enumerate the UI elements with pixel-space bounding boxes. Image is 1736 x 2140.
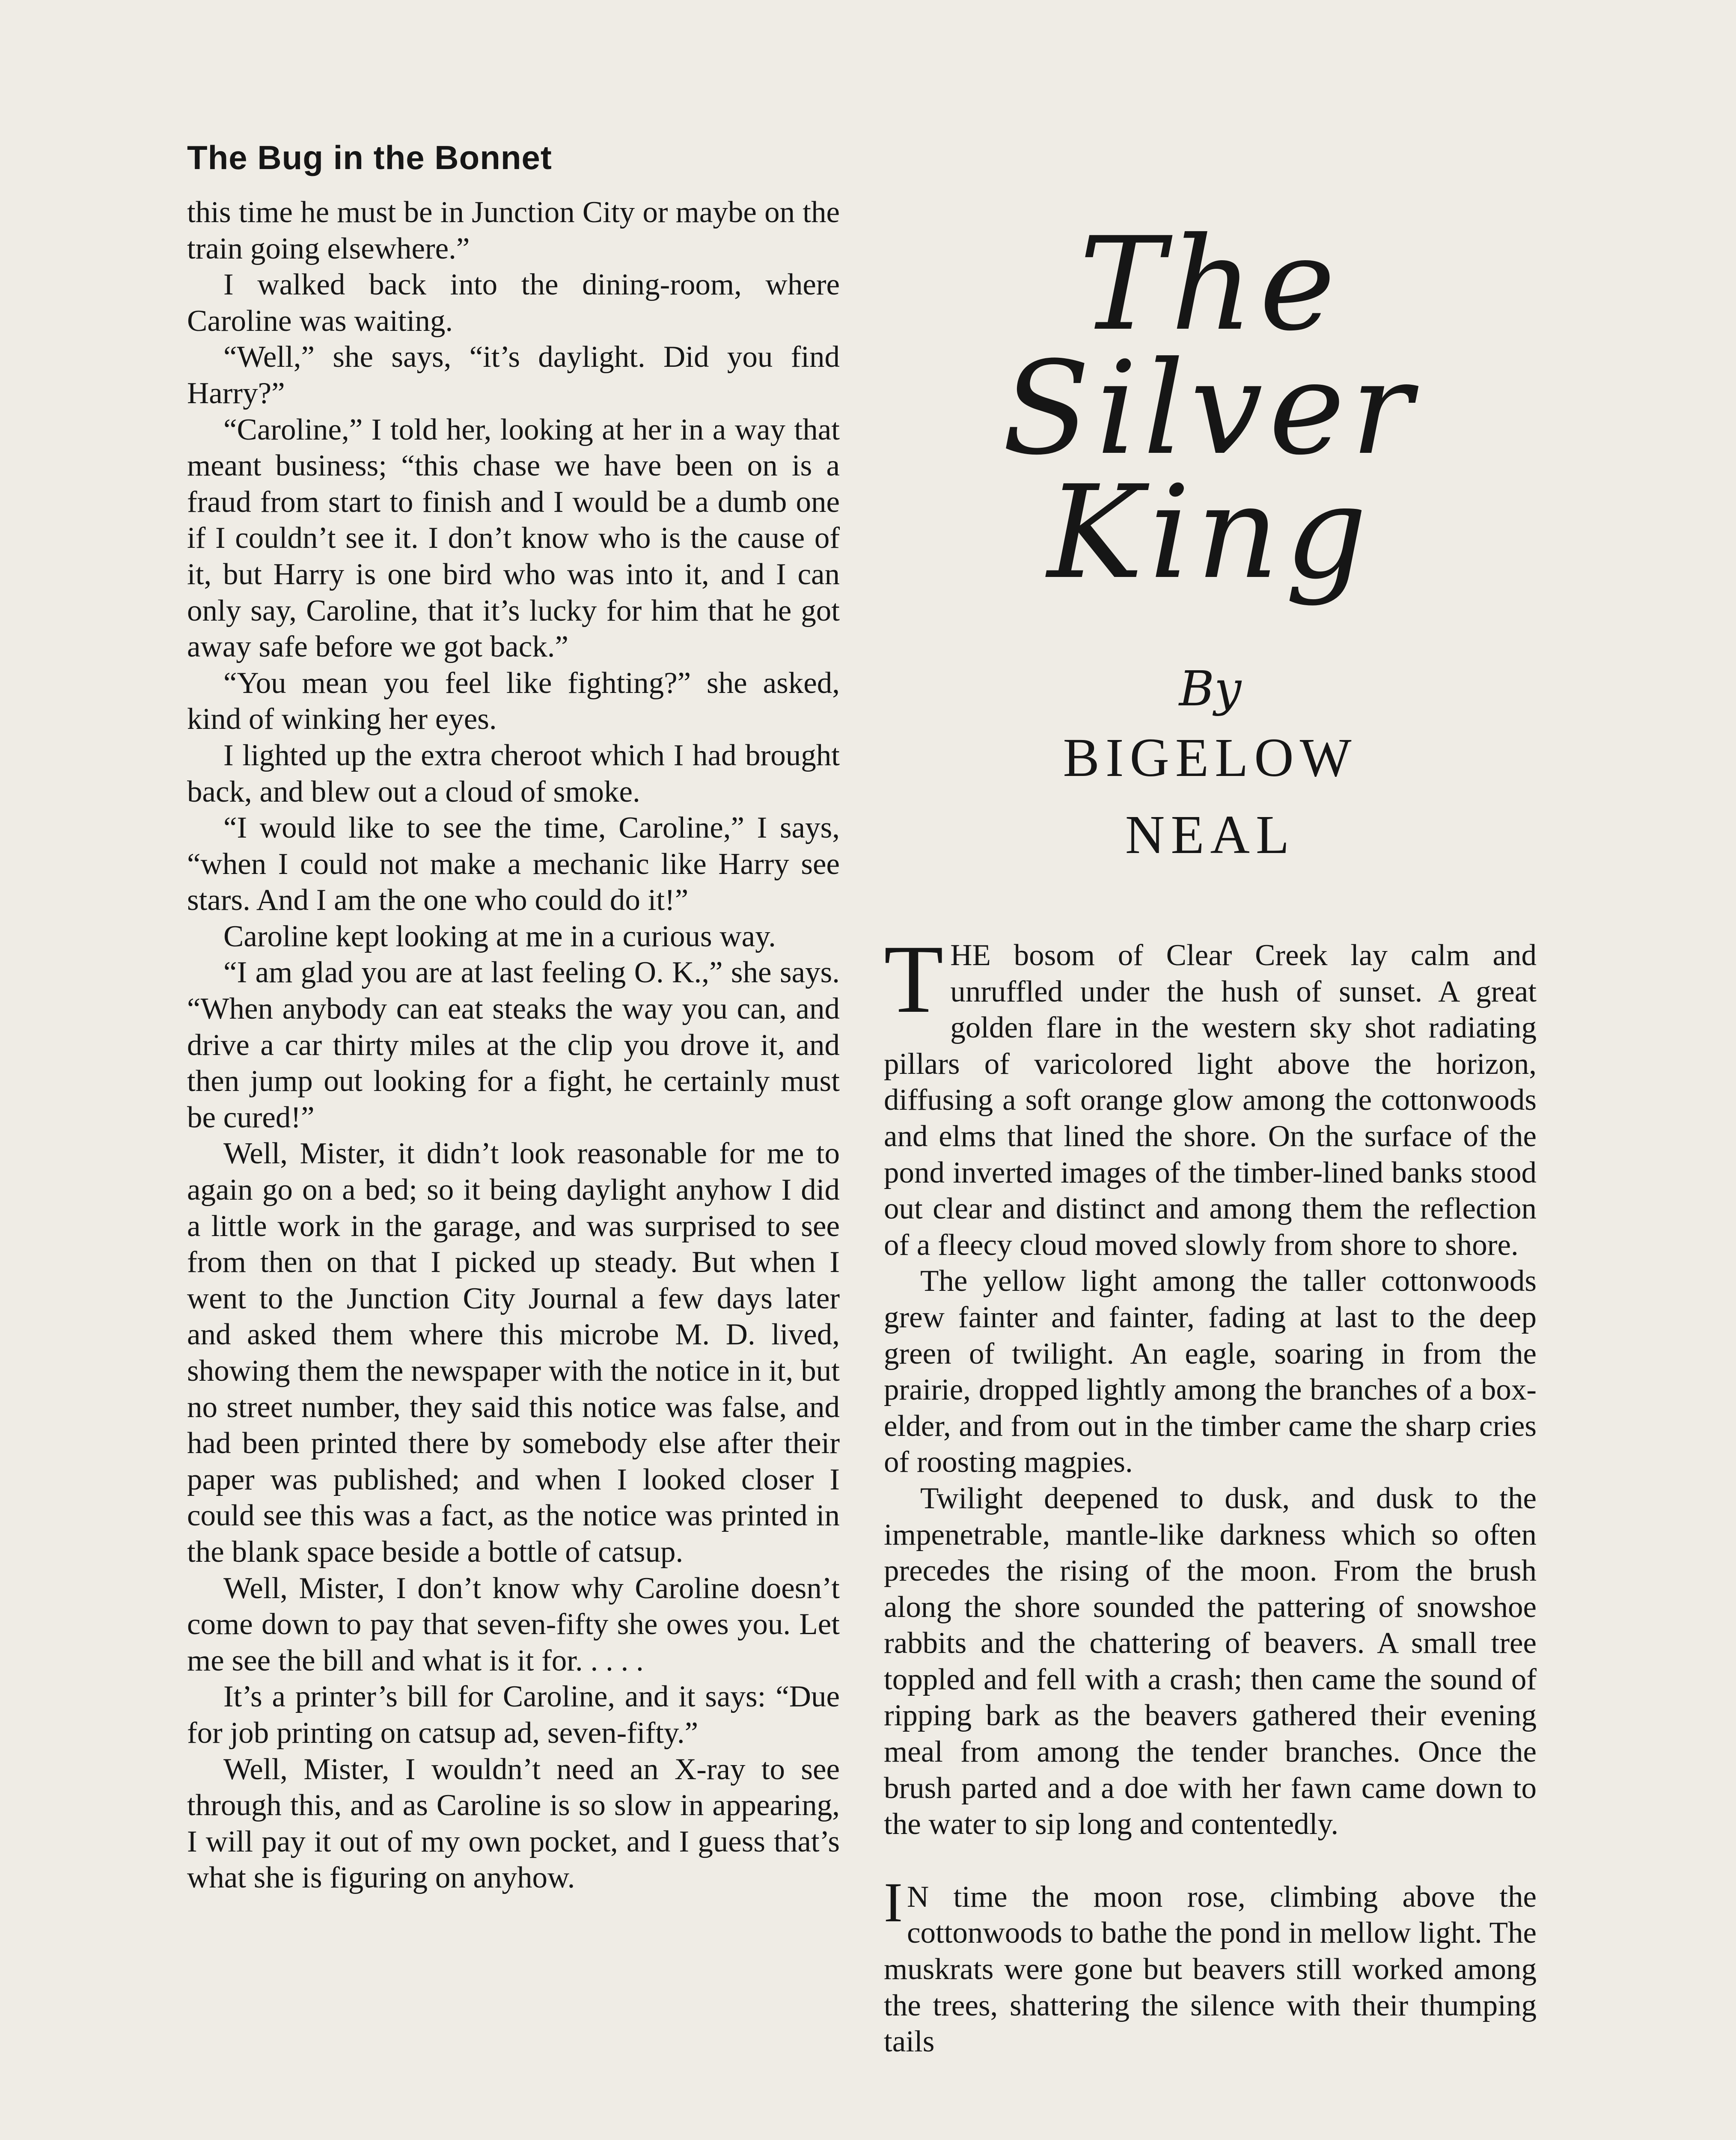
left-paragraph: “I would like to see the time, Caroline,” I says, “when I could not make a mechanic like Harry see stars. And I am the one who could do it!” <box>187 811 840 917</box>
story-title-line: Silver <box>1002 334 1418 483</box>
byline-by: By <box>1179 661 1242 717</box>
author-name-line: NEAL <box>1125 804 1296 865</box>
left-paragraph: Well, Mister, it didn’t look reasonable for me to again go on a bed; so it being daylight anyhow I did a little work in the garage, and was surprised to see from then on that I picked up steady. But when I went to the Junction City Journal a few days later and asked them where this microbe M. D. lived, showing them the newspaper with the notice in it, but no street number, they said this notice was false, and had been printed there by somebody else after their paper was published; and when I looked closer I could see this was a fact, as the notice was printed in the blank space beside a bottle of catsup. <box>187 1137 840 1569</box>
left-paragraph: “You mean you feel like fighting?” she asked, kind of winking her eyes. <box>187 666 840 736</box>
story-body <box>884 925 1537 2060</box>
story-paragraph <box>884 925 1537 1263</box>
left-paragraph: It’s a printer’s bill for Caroline, and it says: “Due for job printing on catsup ad, seven-fifty.” <box>187 1680 840 1750</box>
left-column <box>187 136 840 1896</box>
story-paragraph-text: HE bosom of Clear Creek lay calm and unruffled under the hush of sunset. A great golden flare in the western sky shot radiating pillars of varicolored light above the horizon, diffusing a soft orange glow among the cottonwoods and elms that lined the shore. On the surface of the pond inverted images of the timber-lined banks stood out clear and distinct and among them the reflection of a fleecy cloud moved slowly from shore to shore. <box>884 939 1537 1262</box>
story-paragraph: The yellow light among the taller cottonwoods grew fainter and fainter, fading at last to the deep green of twilight. An eagle, soaring in from the prairie, dropped lightly among the branches of a box-elder, and from out in the timber came the sharp cries of roosting magpies. <box>884 1264 1537 1479</box>
story-paragraph: Twilight deepened to dusk, and dusk to the impenetrable, mantle-like darkness which so often precedes the rising of the moon. From the brush along the shore sounded the pattering of snowshoe rabbits and the chattering of beavers. A small tree toppled and fell with a crash; then came the sound of ripping bark as the beavers gathered their evening meal from among the tender branches. Once the brush parted and a doe with her fawn came down to the water to sip long and contentedly. <box>884 1481 1537 1841</box>
story-paragraph <box>884 1870 1537 2060</box>
author-name-line: BIGELOW <box>1063 727 1358 788</box>
left-paragraph: I walked back into the dining-room, where Caroline was waiting. <box>187 268 840 338</box>
left-paragraph: Well, Mister, I wouldn’t need an X-ray to see through this, and as Caroline is so slow in appearing, I will pay it out of my own pocket, and I guess that’s what she is figuring on anyhow. <box>187 1752 840 1895</box>
left-paragraph: Well, Mister, I don’t know why Caroline doesn’t come down to pay that seven-fifty she owes you. Let me see the bill and what is it for. . . . . <box>187 1571 840 1677</box>
story-title-block <box>884 210 1537 873</box>
story-title-line: The <box>1079 210 1341 359</box>
left-paragraph: “Caroline,” I told her, looking at her in a way that meant business; “this chase we have been on is a fraud from start to finish and I would be a dumb one if I couldn’t see it. I don’t know who is the cause of it, but Harry is one bird who was into it, and I can only say, Caroline, that it’s lucky for him that he got away safe before we got back.” <box>187 413 840 664</box>
right-column <box>884 210 1537 2060</box>
section-break <box>884 1843 1537 1879</box>
left-paragraph: Caroline kept looking at me in a curious way. <box>223 919 776 953</box>
story-title-line: King <box>1047 458 1373 607</box>
left-paragraph: “Well,” she says, “it’s daylight. Did you find Harry?” <box>187 340 840 410</box>
running-head: The Bug in the Bonnet <box>187 139 552 176</box>
story-paragraph-text: N time the moon rose, climbing above the cottonwoods to bathe the pond in mellow light. The muskrats were gone but beavers still worked among the trees, shattering the silence with their thumping tails <box>884 1880 1537 2059</box>
left-paragraph: I lighted up the extra cheroot which I had brought back, and blew out a cloud of smoke. <box>187 738 840 808</box>
left-paragraph: “I am glad you are at last feeling O. K.,” she says. “When anybody can eat steaks the way you can, and drive a car thirty miles at the clip you drove it, and then jump out looking for a fight, he certainly must be cured!” <box>187 956 840 1134</box>
drop-cap: T <box>884 925 944 1033</box>
left-paragraph: this time he must be in Junction City or maybe on the train going elsewhere.” <box>187 196 840 265</box>
drop-cap: I <box>884 1870 903 1934</box>
